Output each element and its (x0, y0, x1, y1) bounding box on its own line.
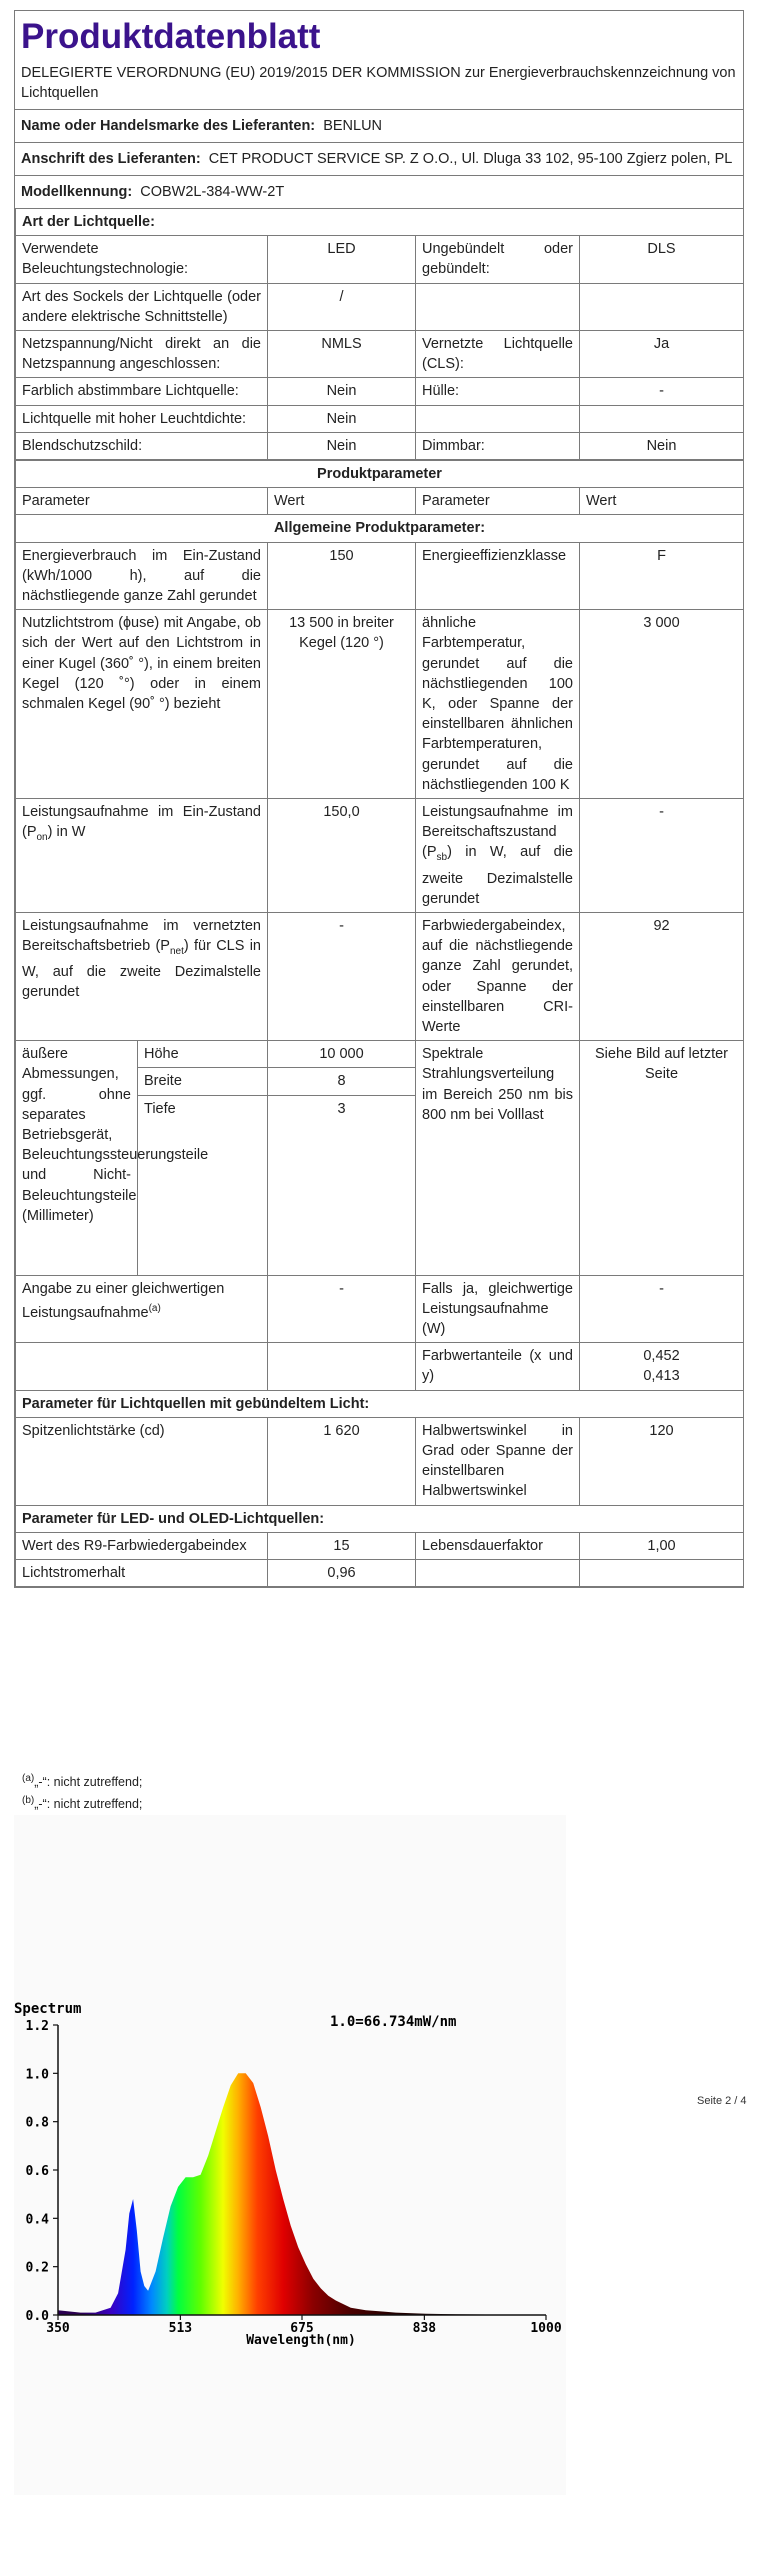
footnote-sup: (a) (22, 1773, 35, 1784)
cell-label (416, 283, 580, 330)
cell-label: Vernetzte Lichtquelle (CLS): (416, 331, 580, 378)
col-header-parameter: Parameter (16, 488, 268, 515)
x-tick-label: 513 (168, 2321, 193, 2336)
spectrum-chart (14, 1815, 566, 2495)
cell-label: Spitzenlichtstärke (cd) (16, 1417, 268, 1505)
cell-value: NMLS (268, 331, 416, 378)
cell-label: Energieeffizienzklasse (416, 542, 580, 610)
cell-value: Nein (268, 432, 416, 459)
x-tick-label: 838 (412, 2321, 437, 2336)
cell-label: Blendschutzschild: (16, 432, 268, 459)
page-title: Produktdatenblatt (21, 17, 321, 56)
cell-value: 120 (580, 1417, 744, 1505)
col-header-value-2: Wert (580, 488, 744, 515)
height-label: Höhe (138, 1041, 268, 1068)
supplier-address-row (15, 142, 743, 175)
cell-value: 150 (268, 542, 416, 610)
cell-value: - (580, 799, 744, 913)
general-params-heading: Allgemeine Produktparameter: (16, 515, 744, 542)
table-row (16, 610, 744, 799)
cell-label (416, 799, 580, 913)
cell-value: - (580, 378, 744, 405)
table-row (16, 542, 744, 610)
cell-label: Halbwertswinkel in Grad oder Spanne der einstellbaren Halbwertswinkel (416, 1417, 580, 1505)
x-tick-label: 350 (46, 2321, 70, 2336)
chart-title: Spectrum (14, 2001, 82, 2017)
label-text: Angabe zu einer gleichwertigen Leistungsaufnahme (22, 1280, 225, 1321)
x-tick-label: 1000 (530, 2321, 562, 2336)
cell-label: Falls ja, gleichwertige Leistungsaufnahme (W) (416, 1275, 580, 1343)
cell-value: Nein (268, 378, 416, 405)
cell-label: Farbwiedergabeindex, auf die nächstliegende ganze Zahl gerundet, oder Spanne der einstellbaren CRI-Werte (416, 912, 580, 1040)
cell-empty (580, 1560, 744, 1587)
chart-annotation: 1.0=66.734mW/nm (330, 2014, 457, 2030)
cell-label: Lebensdauerfaktor (416, 1532, 580, 1559)
cell-label: Wert des R9-Farbwiedergabeindex (16, 1532, 268, 1559)
cell-label (16, 912, 268, 1040)
directional-heading: Parameter für Lichtquellen mit gebündeltem Licht: (16, 1390, 744, 1417)
cell-value (580, 283, 744, 330)
depth-label: Tiefe (138, 1095, 268, 1275)
dimensions-label: äußere Abmessungen, ggf. ohne separates Betriebsgerät, Beleuchtungssteuerungsteile und Nicht-Beleuchtungsteile (Millimeter) (16, 1041, 138, 1275)
cell-value: Nein (580, 432, 744, 459)
cell-empty (416, 1560, 580, 1587)
y-tick-label: 0.6 (25, 2164, 49, 2179)
page-number: Seite 2 / 4 (697, 2095, 747, 2107)
led-heading: Parameter für LED- und OLED-Lichtquellen: (16, 1505, 744, 1532)
cell-empty (268, 1343, 416, 1390)
table-row (16, 378, 744, 405)
cell-value: 13 500 in breiter Kegel (120 °) (268, 610, 416, 799)
cell-label (16, 1275, 268, 1343)
chroma-y: 0,413 (643, 1368, 680, 1385)
label-sub: sb (436, 852, 448, 864)
footnote-text: „-“: nicht zutreffend; (34, 1775, 143, 1790)
datasheet (14, 10, 744, 1588)
model-row (15, 175, 743, 208)
cell-label (416, 405, 580, 432)
cell-empty (16, 1343, 268, 1390)
cell-value: 15 (268, 1532, 416, 1559)
cell-value: 92 (580, 912, 744, 1040)
cell-label: Farbwertanteile (x und y) (416, 1343, 580, 1390)
cell-value (580, 1343, 744, 1390)
cell-label: Lichtstromerhalt (16, 1560, 268, 1587)
spectrum-chart-panel (14, 1815, 566, 2495)
table-row (16, 1560, 744, 1587)
cell-label: Art des Sockels der Lichtquelle (oder andere elektrische Schnittstelle) (16, 283, 268, 330)
cell-value: 150,0 (268, 799, 416, 913)
height-value: 10 000 (268, 1041, 416, 1068)
supplier-name-label: Name oder Handelsmarke des Lieferanten: (21, 118, 316, 134)
cell-label: Energieverbrauch im Ein-Zustand (kWh/1000 h), auf die nächstliegende ganze Zahl gerundet (16, 542, 268, 610)
table-row (16, 331, 744, 378)
y-tick-label: 1.2 (25, 2019, 49, 2034)
width-value: 8 (268, 1068, 416, 1095)
supplier-name-row (15, 109, 743, 142)
label-text: Leistungsaufnahme im Ein-Zustand (P (22, 804, 261, 841)
y-tick-label: 1.0 (25, 2067, 49, 2083)
table-row (16, 405, 744, 432)
cell-label: Netzspannung/Nicht direkt an die Netzspannung angeschlossen: (16, 331, 268, 378)
light-type-heading: Art der Lichtquelle: (16, 209, 744, 236)
cell-value: - (580, 1275, 744, 1343)
col-header-value: Wert (268, 488, 416, 515)
y-tick-label: 0.2 (25, 2260, 49, 2276)
cell-label: Farblich abstimmbare Lichtquelle: (16, 378, 268, 405)
spectral-value: Siehe Bild auf letzter Seite (580, 1041, 744, 1275)
cell-value: 3 000 (580, 610, 744, 799)
cell-value: 1 620 (268, 1417, 416, 1505)
table-row (16, 799, 744, 913)
cell-label: Lichtquelle mit hoher Leuchtdichte: (16, 405, 268, 432)
product-parameters-table (15, 460, 744, 1587)
cell-label: Verwendete Beleuchtungstechnologie: (16, 236, 268, 283)
y-tick-label: 0.4 (25, 2212, 49, 2228)
cell-value: - (268, 1275, 416, 1343)
label-text: ) für CLS in W, auf die zweite Dezimalstelle gerundet (22, 938, 261, 1001)
x-tick-label: 675 (290, 2321, 314, 2336)
cell-value: - (268, 912, 416, 1040)
spectral-label: Spektrale Strahlungsverteilung im Bereich 250 nm bis 800 nm bei Volllast (416, 1041, 580, 1275)
x-axis-label: Wavelength(nm) (246, 2333, 356, 2348)
cell-label: ähnliche Farbtemperatur, gerundet auf die nächstliegenden 100 K, oder Spanne der einstellbaren ähnlichen Farbtemperaturen, gerundet auf die nächstliegenden 100 K (416, 610, 580, 799)
cell-label (16, 799, 268, 913)
table-row (16, 1041, 744, 1068)
cell-label: Ungebündelt oder gebündelt: (416, 236, 580, 283)
y-tick-label: 0.0 (25, 2309, 49, 2324)
table-header-row (16, 488, 744, 515)
supplier-address-label: Anschrift des Lieferanten: (21, 151, 201, 167)
footnote-b (22, 1792, 142, 1813)
label-sup: (a) (148, 1302, 161, 1314)
cell-label: Dimmbar: (416, 432, 580, 459)
cell-value: / (268, 283, 416, 330)
cell-label: Hülle: (416, 378, 580, 405)
cell-value: LED (268, 236, 416, 283)
label-text: Leistungsaufnahme im Bereitschaftszustand (P (422, 804, 573, 861)
spectrum-area (58, 2073, 546, 2315)
supplier-address-value: CET PRODUCT SERVICE SP. Z O.O., Ul. Dluga 33 102, 95-100 Zgierz polen, PL (208, 151, 733, 167)
cell-value: Ja (580, 331, 744, 378)
plot-area (26, 2019, 562, 2336)
footnote-sup: (b) (22, 1795, 35, 1806)
table-row (16, 283, 744, 330)
label-sub: on (36, 832, 48, 844)
cell-label: Nutzlichtstrom (ɸuse) mit Angabe, ob sich der Wert auf den Lichtstrom in einer Kugel (360˚ °), in einem breiten Kegel (120 ˚°) oder in einem schmalen Kegel (90˚ °) bezieht (16, 610, 268, 799)
table-row (16, 432, 744, 459)
depth-value: 3 (268, 1095, 416, 1275)
chroma-x: 0,452 (643, 1348, 680, 1365)
product-params-heading: Produktparameter (16, 461, 744, 488)
table-row (16, 236, 744, 283)
col-header-parameter-2: Parameter (416, 488, 580, 515)
label-text: Leistungsaufnahme im vernetzten Bereitschaftsbetrieb (P (22, 917, 261, 955)
table-row (16, 1532, 744, 1559)
cell-value: 1,00 (580, 1532, 744, 1559)
label-text: ) in W (47, 824, 86, 841)
label-text: ) in W, auf die zweite Dezimalstelle gerundet (422, 844, 573, 907)
table-row (16, 1275, 744, 1343)
y-tick-label: 0.8 (25, 2115, 49, 2131)
footnote-a (22, 1770, 142, 1791)
light-type-table (15, 208, 744, 460)
footnote-text: „-“: nicht zutreffend; (34, 1797, 143, 1812)
table-row (16, 1417, 744, 1505)
supplier-name-value: BENLUN (323, 118, 383, 134)
label-sub: net (169, 946, 184, 958)
cell-value: Nein (268, 405, 416, 432)
table-row (16, 912, 744, 1040)
width-label: Breite (138, 1068, 268, 1095)
cell-value: 0,96 (268, 1560, 416, 1587)
cell-value: DLS (580, 236, 744, 283)
cell-value: F (580, 542, 744, 610)
table-row (16, 1343, 744, 1390)
regulation-subtitle: DELEGIERTE VERORDNUNG (EU) 2019/2015 DER KOMMISSION zur Energieverbrauchskennzeichnung von Lichtquellen (21, 65, 736, 101)
cell-value (580, 405, 744, 432)
model-value: COBW2L-384-WW-2T (140, 184, 285, 200)
model-label: Modellkennung: (21, 184, 133, 200)
